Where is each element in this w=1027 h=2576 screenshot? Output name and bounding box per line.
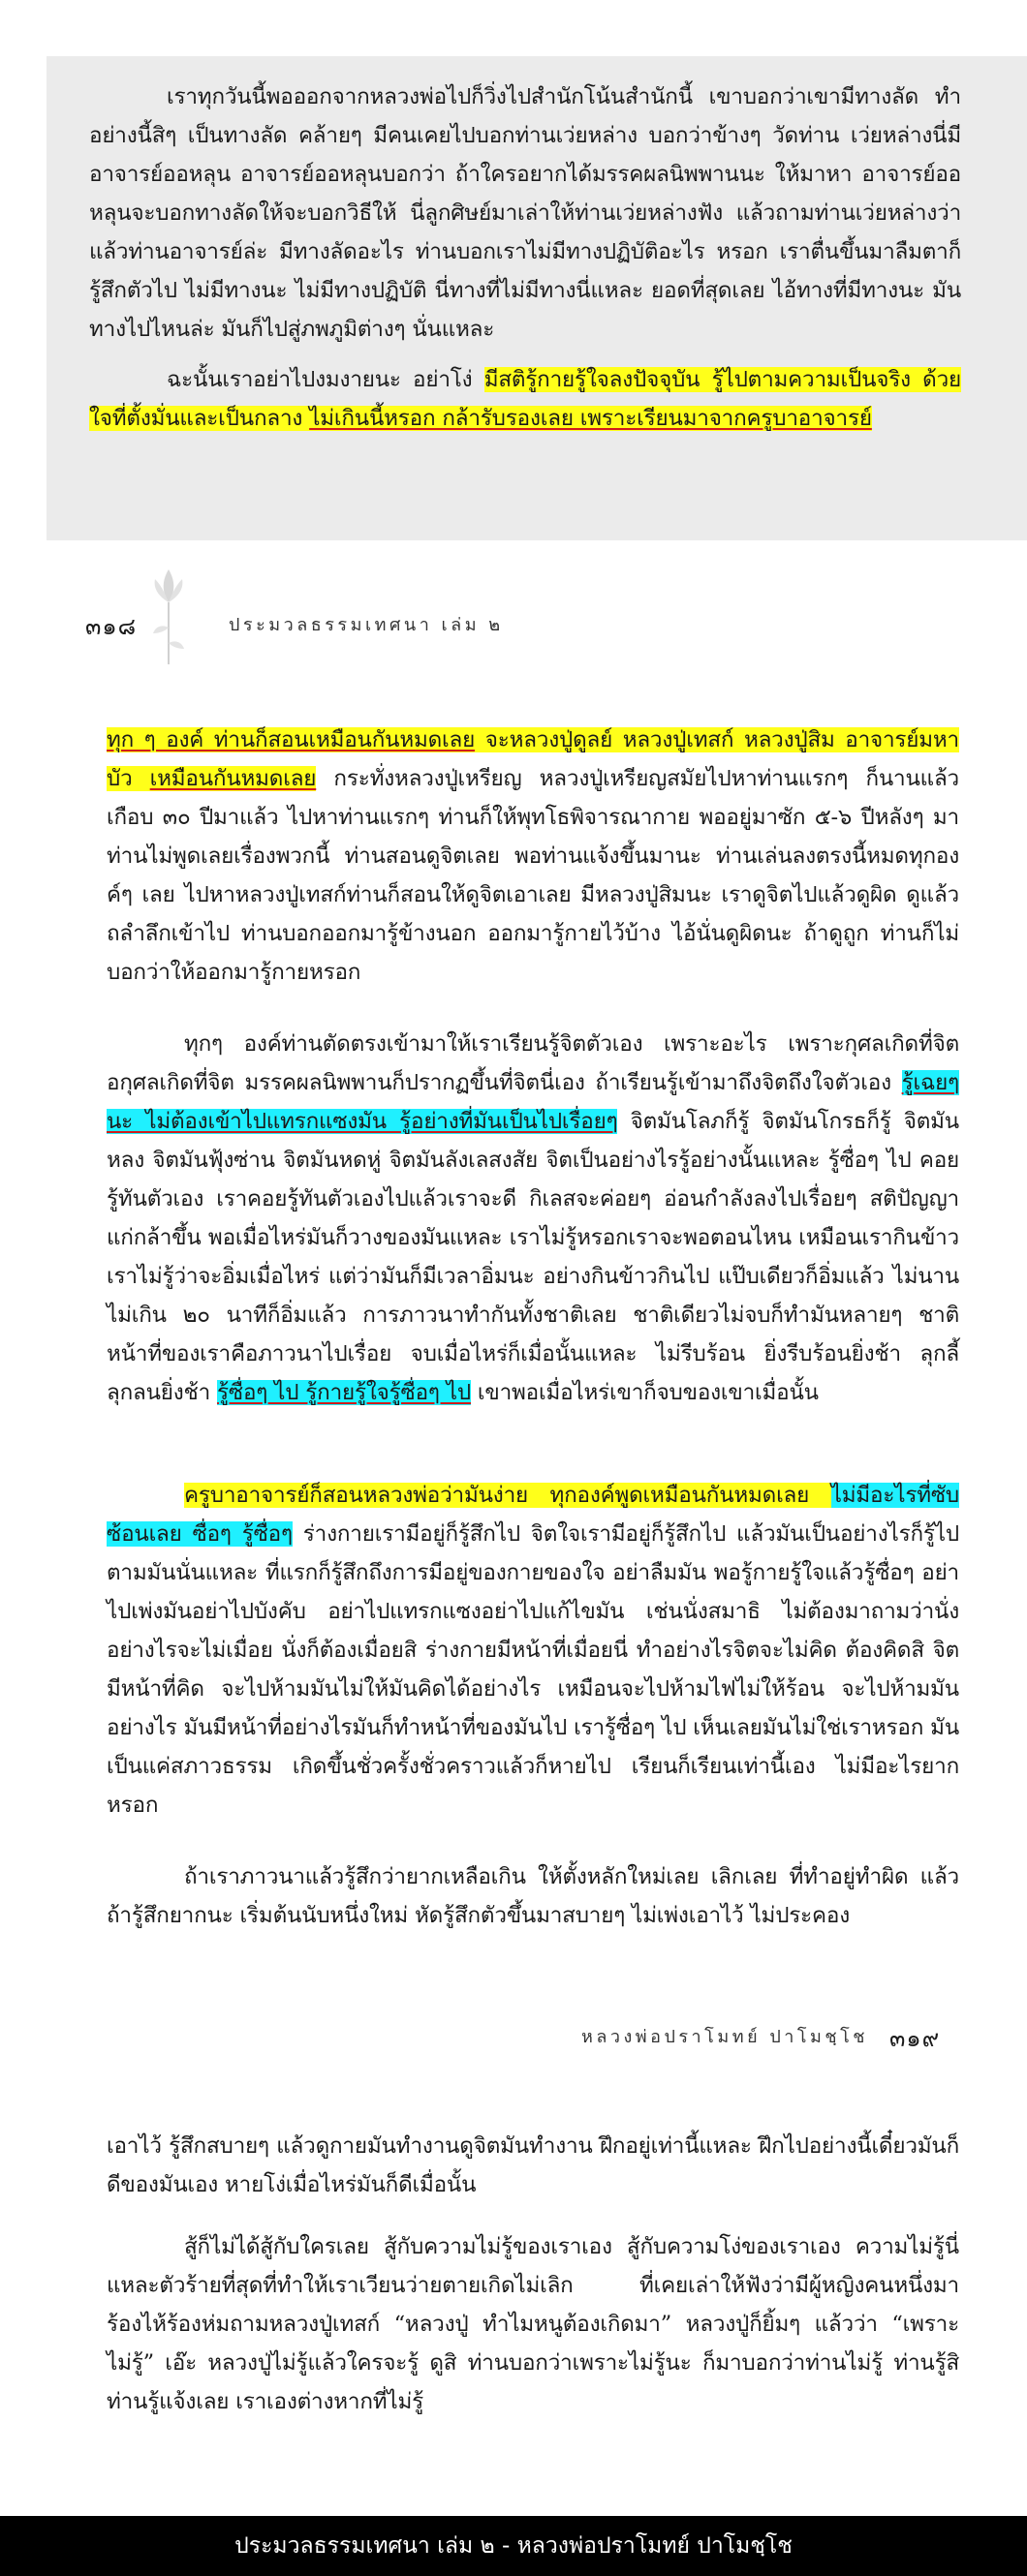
- paragraph-2-lead: ฉะนั้นเราอย่าไปงมงายนะ อย่าโง่: [167, 367, 484, 392]
- page-number-318: ๓๑๘: [85, 613, 138, 640]
- paragraph-4: [107, 1025, 959, 1412]
- paragraph-2: [89, 360, 961, 438]
- paragraph-3-body: กระทั่งหลวงปู่เหรียญ หลวงปู่เหรียญสมัยไปหาท่านแรกๆ ก็นานแล้วเกือบ ๓๐ ปีมาแล้ว ไปหาท่านแรกๆ ท่านก็ให้พุทโธพิจารณากาย พออยู่มาซัก ๕-๖ ปีหลังๆ มา ท่านไม่พูดเลยเรื่องพวกนี้ ท่านสอนดูจิตเลย พอท่านแจ้งขึ้นมานะ ท่านเล่นลงตรงนี้หมดทุกองค์ๆ เลย ไปหาหลวงปู่เทสก์ท่านก็สอนให้ดูจิตเอาเลย มีหลวงปู่สิมนะ เราดูจิตไปแล้วดูผิด ดูแล้วถลำลึกเข้าไป ท่านบอกออกมารู้ข้างนอก ออกมารู้กายไว้บ้าง ไอ้นั่นดูผิดนะ ถ้าดูถูก ท่านก็ไม่บอกว่าให้ออกมารู้กายหรอก: [107, 766, 959, 985]
- paragraph-3: [107, 721, 959, 992]
- paragraph-3-highlight-underlined-1: ทุก ๆ องค์ ท่านก็สอนเหมือนกันหมดเลย: [107, 727, 476, 752]
- paragraph-3-highlight-1: จะหลวงปู่ดูลย์ หลวงปู่เทสก์ หลวงปู่สิม อาจารย์มหาบัว: [107, 727, 959, 791]
- footer-title: ประมวลธรรมเทศนา เล่ม ๒ - หลวงพ่อปราโมทย์ ปาโมชฺโช: [234, 2533, 793, 2559]
- running-header-318: ประมวลธรรมเทศนา เล่ม ๒: [229, 615, 504, 635]
- footer-bar: [0, 2516, 1027, 2576]
- paragraph-1: เราทุกวันนี้พอออกจากหลวงพ่อไปก็วิ่งไปสำนักโน้นสำนักนี้ เขาบอกว่าเขามีทางลัด ทำอย่างนี้สิๆ เป็นทางลัด คล้ายๆ มีคนเคยไปบอกท่านเว่ยหล่าง บอกว่าข้างๆ วัดท่าน เว่ยหล่างนี่มีอาจารย์ออหลุน อาจารย์ออหลุนบอกว่า ถ้าใครอยากได้มรรคผลนิพพานนะ ให้มาหา อาจารย์ออหลุนจะบอกทางลัดให้จะบอกวิธีให้ นี่ลูกศิษย์มาเล่าให้ท่านเว่ยหล่างฟัง แล้วถามท่านเว่ยหล่างว่า แล้วท่านอาจารย์ล่ะ มีทางลัดอะไร ท่านบอกเราไม่มีทางปฏิบัติอะไร หรอก เราตื่นขึ้นมาลืมตาก็รู้สึกตัวไป ไม่มีทางนะ ไม่มีทางปฏิบัติ นี่ทางที่ไม่มีทางนี่แหละ ยอดที่สุดเลย ไอ้ทางที่มีทางนะ มันทางไปไหนล่ะ มันก็ไปสู่ภพภูมิต่างๆ นั่นแหละ: [89, 84, 961, 342]
- paragraph-4-highlight-1: รู้เฉยๆ นะ ไม่ต้องเข้าไปแทรกแซงมัน รู้อย่างที่มันเป็นไปเรื่อยๆ: [107, 1070, 959, 1134]
- paragraph-8: สู้ก็ไม่ได้สู้กับใครเลย สู้กับความไม่รู้ของเราเอง สู้กับความโง่ของเราเอง ความไม่รู้นี่แหละตัวร้ายที่สุดที่ทำให้เราเวียนว่ายตายเกิดไม่เลิก ที่เคยเล่าให้ฟังว่ามีผู้หญิงคนหนึ่งมาร้องไห้ร้องห่มถามหลวงปู่เทสก์ “หลวงปู่ ทำไมหนูต้องเกิดมา” หลวงปู่ก็ยิ้มๆ แล้วว่า “เพราะไม่รู้” เอ๊ะ หลวงปู่ไม่รู้แล้วใครจะรู้ ดูสิ ท่านบอกว่าเพราะไม่รู้นะ ก็มาบอกว่าท่านไม่รู้ ท่านรู้สิ ท่านรู้แจ้งเลย เราเองต่างหากที่ไม่รู้: [107, 2234, 959, 2414]
- paragraph-4-highlight-2: รู้ซื่อๆ ไป รู้กายรู้ใจรู้ซื่อๆ ไป: [217, 1380, 471, 1405]
- paragraph-4-tail: เขาพอเมื่อไหร่เขาก็จบของเขาเมื่อนั้น: [470, 1380, 819, 1405]
- page-number-319: ๓๑๙: [889, 2025, 941, 2052]
- lotus-ornament-icon: [147, 550, 190, 666]
- paragraph-7: เอาไว้ รู้สึกสบายๆ แล้วดูกายมันทำงานดูจิตมันทำงาน ฝึกอยู่เท่านี้แหละ ฝึกไปอย่างนี้เดี๋ยวมันก็ดีของมันเอง หายโง่เมื่อไหร่มันก็ดีเมื่อนั้น: [107, 2133, 959, 2197]
- paragraph-5-body: ร่างกายเรามีอยู่ก็รู้สึกไป จิตใจเรามีอยู่ก็รู้สึกไป แล้วมันเป็นอย่างไรก็รู้ไปตามมันนั่นแหละ ที่แรกก็รู้สึกถึงการมีอยู่ของกายของใจ อย่าลืมมัน พอรู้กายรู้ใจแล้วรู้ซื่อๆ อย่าไปเพ่งมันอย่าไปบังคับ อย่าไปแทรกแซงอย่าไปแก้ไขมัน เช่นนั่งสมาธิ ไม่ต้องมาถามว่านั่งอย่างไรจะไม่เมื่อย นั่งก็ต้องเมื่อยสิ ร่างกายมีหน้าที่เมื่อยนี่ ทำอย่างไรจิตจะไม่คิด ต้องคิดสิ จิตมีหน้าที่คิด จะไปห้ามมันไม่ให้มันคิดได้อย่างไร เหมือนจะไปห้ามไฟไม่ให้ร้อน จะไปห้ามมันอย่างไร มันมีหน้าที่อย่างไรมันก็ทำหน้าที่ของมันไป เรารู้ซื่อๆ ไป เห็นเลยมันไม่ใช่เราหรอก มันเป็นแค่สภาวธรรม เกิดขึ้นชั่วครั้งชั่วคราวแล้วก็หายไป เรียนก็เรียนเท่านี้เอง ไม่มีอะไรยากหรอก: [107, 1521, 959, 1818]
- paragraph-5-highlight-yellow: ครูบาอาจารย์ก็สอนหลวงพ่อว่ามันง่าย ทุกองค์พูดเหมือนกันหมดเลย: [184, 1483, 831, 1508]
- paragraph-5-highlight-cyan: ไม่มีอะไรที่ซับซ้อนเลย ซื่อๆ รู้ซื่อๆ: [107, 1483, 959, 1547]
- paragraph-2-highlight: มีสติรู้กายรู้ใจลงปัจจุบัน รู้ไปตามความเป็นจริง ด้วยใจที่ตั้งมั่นและเป็นกลาง: [89, 367, 961, 431]
- paragraph-6: ถ้าเราภาวนาแล้วรู้สึกว่ายากเหลือเกิน ให้ตั้งหลักใหม่เลย เลิกเลย ที่ทำอยู่ทำผิด แล้ว ถ้ารู้สึกยากนะ เริ่มต้นนับหนึ่งใหม่ หัดรู้สึกตัวขึ้นมาสบายๆ ไม่เพ่งเอาไว้ ไม่ประคอง: [107, 1864, 959, 1928]
- paragraph-4-lead: ทุกๆ องค์ท่านตัดตรงเข้ามาให้เราเรียนรู้จิตตัวเอง เพราะอะไร เพราะกุศลเกิดที่จิต อกุศลเกิดที่จิต มรรคผลนิพพานก็ปรากฏขึ้นที่จิตนี่เอง ถ้าเรียนรู้เข้ามาถึงจิตถึงใจตัวเอง: [107, 1031, 959, 1095]
- running-header-319: หลวงพ่อปราโมทย์ ปาโมชฺโช: [581, 2027, 869, 2047]
- paragraph-3-highlight-underlined-2: เหมือนกันหมดเลย: [149, 766, 317, 791]
- paragraph-4-body: จิตมันโลภก็รู้ จิตมันโกรธก็รู้ จิตมันหลง จิตมันฟุ้งซ่าน จิตมันหดหู่ จิตมันลังเลสงสัย จิตเป็นอย่างไรรู้อย่างนั้นแหละ รู้ซื่อๆ ไป คอยรู้ทันตัวเอง เราคอยรู้ทันตัวเองไปแล้วเราจะดี กิเลสจะค่อยๆ อ่อนกำลังลงไปเรื่อยๆ สติปัญญาแก่กล้าขึ้น พอเมื่อไหร่มันก็วางของมันแหละ เราไม่รู้หรอกเราจะพอตอนไหน เหมือนเรากินข้าวเราไม่รู้ว่าจะอิ่มเมื่อไหร่ แต่ว่ามันก็มีเวลาอิ่มนะ อย่างกินข้าวกินไป แป๊บเดียวก็อิ่มแล้ว ไม่นาน ไม่เกิน ๒๐ นาทีก็อิ่มแล้ว การภาวนาทำกันทั้งชาติเลย ชาติเดียวไม่จบก็ทำมันหลายๆ ชาติ หน้าที่ของเราคือภาวนาไปเรื่อย จบเมื่อไหร่ก็เมื่อนั้นแหละ ไม่รีบร้อน ยิ่งรีบร้อนยิ่งช้า ลุกลี้ลุกลนยิ่งช้า: [107, 1109, 959, 1405]
- paragraph-5: [107, 1476, 959, 1825]
- paragraph-2-highlight-underlined: ไม่เกินนี้หรอก กล้ารับรองเลย เพราะเรียนมาจากครูบาอาจารย์: [309, 406, 872, 431]
